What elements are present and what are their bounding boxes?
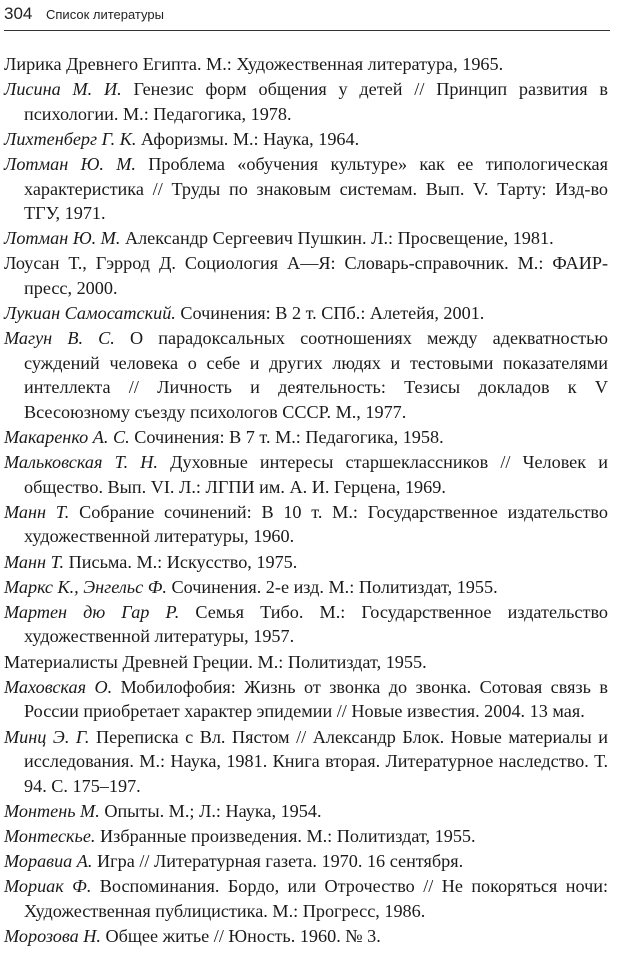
page-number: 304 bbox=[4, 4, 33, 23]
entry-text: Сочинения: В 2 т. СПб.: Алетейя, 2001. bbox=[175, 303, 485, 324]
entry-text: Материалисты Древней Греции. М.: Политиздат, 1955. bbox=[4, 651, 427, 672]
bibliography-entry bbox=[4, 924, 608, 949]
bibliography-entry bbox=[4, 575, 608, 600]
entry-text: Семья Тибо. М.: Государственное издательство художественной литературы, 1957. bbox=[24, 601, 608, 647]
bibliography-entry bbox=[4, 301, 608, 326]
entry-author: Мальковская Т. Н. bbox=[4, 452, 158, 473]
bibliography-entry bbox=[4, 226, 608, 251]
entry-author: Маховская О. bbox=[4, 676, 113, 697]
entry-author: Моравиа А. bbox=[4, 851, 93, 872]
bibliography-entry bbox=[4, 500, 608, 549]
running-title: Список литературы bbox=[46, 7, 164, 22]
entry-text: Проблема «обучения культуре» как ее типологическая характеристика // Труды по знаковым системам. Вып. V. Тарту: Изд-во ТГУ, 1971. bbox=[24, 154, 608, 224]
entry-author: Лисина М. И. bbox=[4, 79, 122, 100]
entry-author: Манн Т. bbox=[4, 551, 65, 572]
entry-text: Александр Сергеевич Пушкин. Л.: Просвещение, 1981. bbox=[120, 228, 554, 249]
entry-author: Лукиан Самосатский. bbox=[4, 303, 176, 324]
entry-text: Лирика Древнего Египта. М.: Художественная литература, 1965. bbox=[4, 54, 504, 74]
bibliography-entry bbox=[4, 675, 608, 724]
entry-text: О парадоксальных соотношениях между адекватностью суждений человека о себе и других людях и тестовыми показателями интеллекта // Личность и деятельность: Тезисы докладов к V Всесоюзному съезду психологов СССР. М., 1977. bbox=[24, 328, 608, 422]
bibliography-entry bbox=[4, 77, 608, 126]
bibliography-entry bbox=[4, 650, 608, 675]
bibliography-entry bbox=[4, 849, 608, 874]
entry-text: Опыты. М.; Л.: Наука, 1954. bbox=[99, 800, 322, 821]
entry-author: Мартен дю Гар Р. bbox=[4, 601, 180, 622]
bibliography-entry bbox=[4, 425, 608, 450]
header-rule bbox=[4, 30, 610, 31]
entry-author: Магун В. С. bbox=[4, 328, 115, 349]
bibliography-entry bbox=[4, 600, 608, 649]
bibliography-entry bbox=[4, 725, 608, 799]
bibliography-entry bbox=[4, 799, 608, 824]
bibliography-entry bbox=[4, 550, 608, 575]
entry-author: Лихтенберг Г. К. bbox=[4, 128, 137, 149]
bibliography-entry bbox=[4, 52, 608, 77]
entry-author: Морозова Н. bbox=[4, 925, 101, 946]
entry-author: Манн Т. bbox=[4, 501, 70, 522]
entry-text: Мобилофобия: Жизнь от звонка до звонка. Сотовая связь в России приобретает характер эпидемии // Новые известия. 2004. 13 мая. bbox=[24, 676, 608, 722]
entry-author: Минц Э. Г. bbox=[4, 726, 90, 747]
entry-text: Воспоминания. Бордо, или Отрочество // Не покоряться ночи: Художественная публицистика. М.: Прогресс, 1986. bbox=[24, 876, 608, 921]
entry-text: Афоризмы. М.: Наука, 1964. bbox=[136, 128, 360, 149]
entry-author: Монтень М. bbox=[4, 800, 100, 821]
bibliography-entry bbox=[4, 874, 608, 923]
entry-text: Лоусан Т., Гэррод Д. Социология А—Я: Словарь-справочник. М.: ФАИР-пресс, 2000. bbox=[4, 253, 608, 298]
bibliography-list bbox=[4, 52, 608, 949]
bibliography-entry bbox=[4, 127, 608, 152]
entry-author: Маркс К., Энгельс Ф. bbox=[4, 576, 167, 597]
entry-author: Мориак Ф. bbox=[4, 876, 92, 897]
entry-text: Избранные произведения. М.: Политиздат, 1955. bbox=[95, 825, 476, 846]
entry-text: Собрание сочинений: В 10 т. М.: Государственное издательство художественной литературы, 1960. bbox=[24, 501, 608, 547]
entry-author: Макаренко А. С. bbox=[4, 427, 130, 447]
entry-text: Игра // Литературная газета. 1970. 16 сентября. bbox=[92, 851, 464, 872]
entry-text: Сочинения: В 7 т. М.: Педагогика, 1958. bbox=[129, 427, 444, 447]
entry-author: Лотман Ю. М. bbox=[4, 228, 121, 249]
bibliography-entry bbox=[4, 824, 608, 849]
entry-text: Письма. М.: Искусство, 1975. bbox=[64, 551, 298, 572]
entry-text: Духовные интересы старшеклассников // Человек и общество. Вып. VI. Л.: ЛГПИ им. А. И. Герцена, 1969. bbox=[24, 452, 608, 497]
bibliography-entry bbox=[4, 450, 608, 499]
entry-text: Переписка с Вл. Пястом // Александр Блок. Новые материалы и исследования. М.: Наука, 1981. Книга вторая. Литературное наследство. Т. 94. С. 175–197. bbox=[24, 726, 608, 796]
entry-author: Лотман Ю. М. bbox=[4, 154, 136, 175]
page-header bbox=[4, 2, 610, 30]
bibliography-entry bbox=[4, 326, 608, 424]
entry-author: Монтескье. bbox=[4, 825, 96, 846]
bibliography-entry bbox=[4, 152, 608, 226]
bibliography-entry bbox=[4, 251, 608, 300]
entry-text: Генезис форм общения у детей // Принцип развития в психологии. М.: Педагогика, 1978. bbox=[24, 79, 608, 124]
entry-text: Сочинения. 2-е изд. М.: Политиздат, 1955. bbox=[166, 576, 498, 597]
entry-text: Общее житье // Юность. 1960. № 3. bbox=[100, 925, 381, 946]
